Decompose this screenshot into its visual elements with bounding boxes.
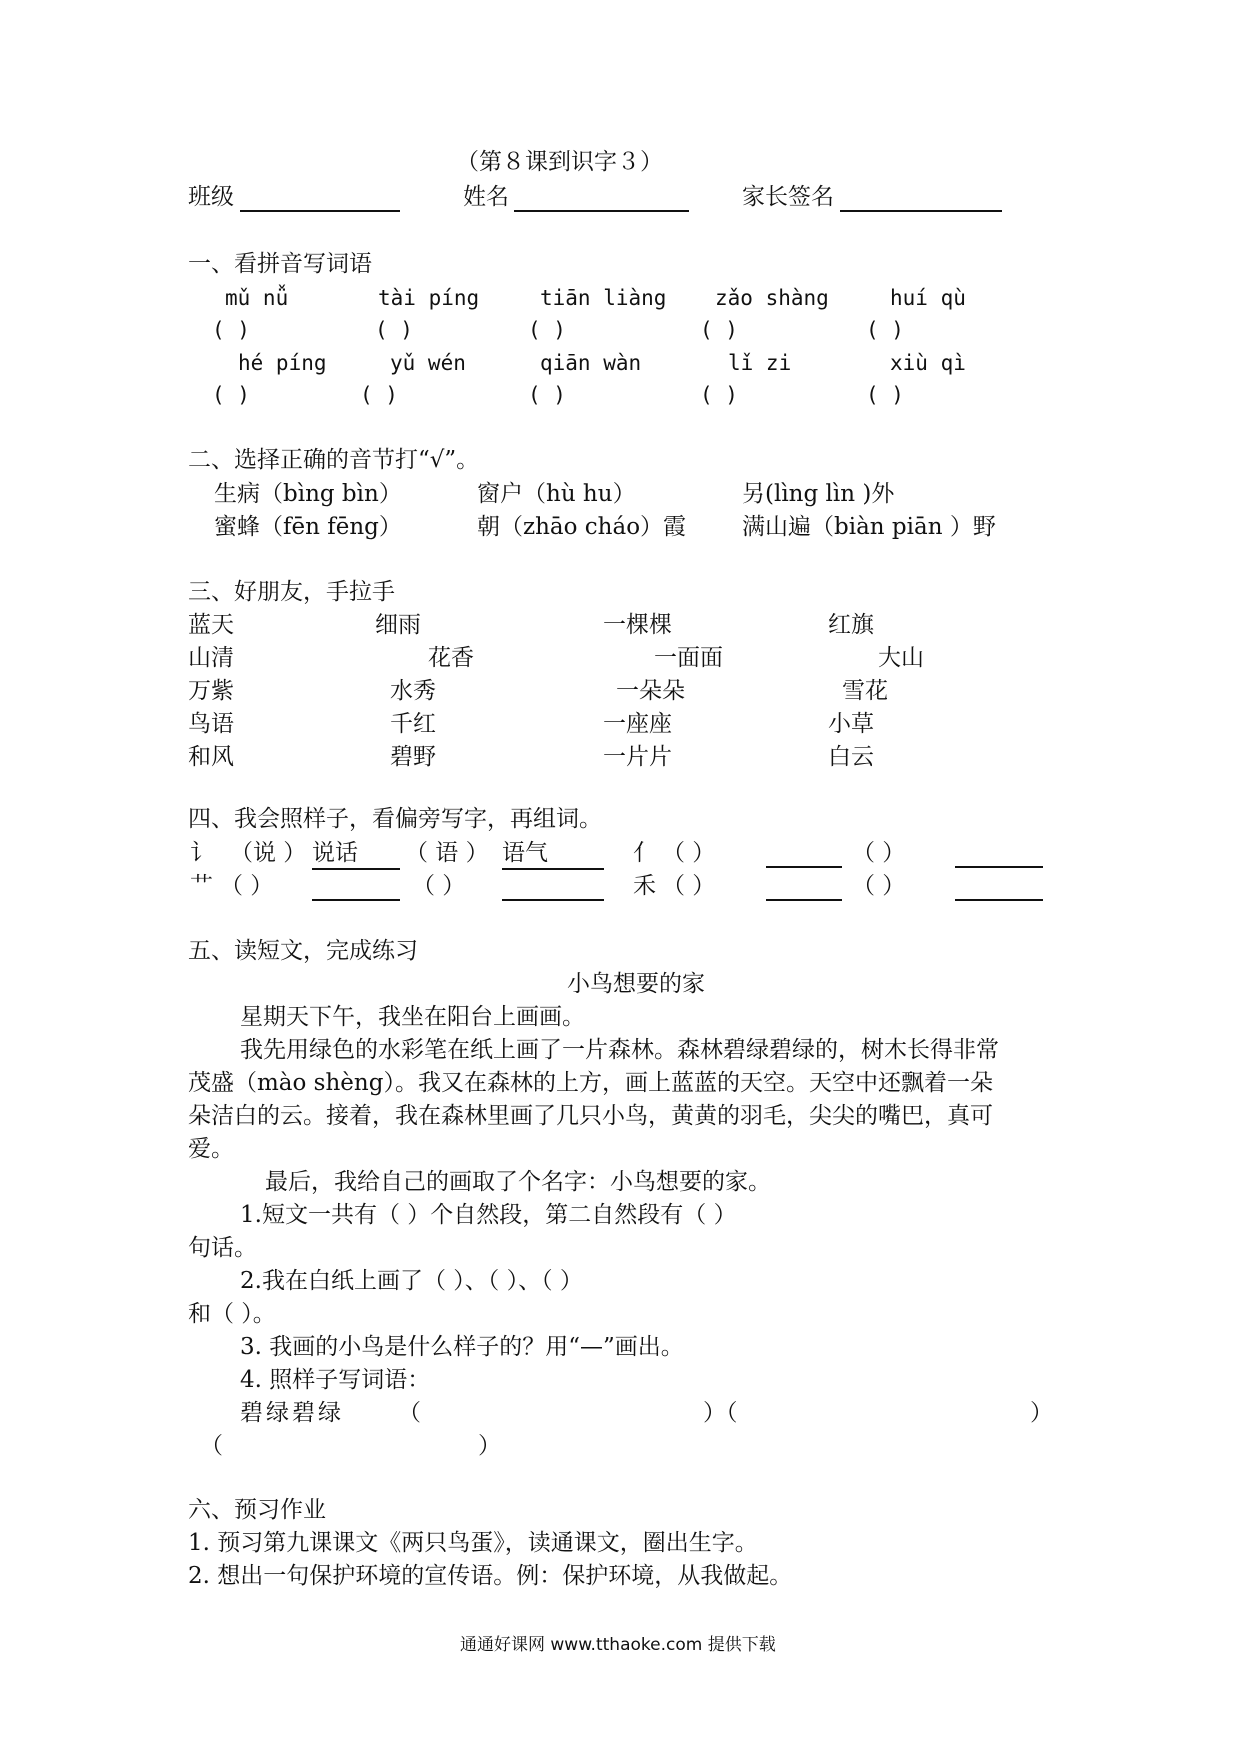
name-field[interactable] [514,210,689,212]
story-line: 我先用绿色的水彩笔在纸上画了一片森林。森林碧绿碧绿的，树木长得非常 [240,1037,999,1063]
word-blank[interactable] [766,866,842,868]
story-line: 茂盛（mào shèng）。我又在森林的上方，画上蓝蓝的天空。天空中还飘着一朵 [188,1070,993,1096]
char-paren[interactable]: （ ） [852,840,906,866]
question-1-cont: 句话。 [188,1235,257,1261]
match-word[interactable]: 一面面 [654,645,723,671]
pinyin-7: yǔ wén [390,351,466,375]
answer-paren-mid[interactable]: ）（ [703,1400,738,1426]
answer-paren-open[interactable]: （ [200,1433,223,1459]
radical: 艹 [190,873,213,899]
class-field[interactable] [240,210,400,212]
match-word[interactable]: 花香 [428,645,474,671]
section-6-title: 六、预习作业 [188,1497,326,1523]
answer-paren[interactable]: ( ) [212,383,250,407]
pinyin-10: xiù qì [890,351,966,375]
story-line: 星期天下午，我坐在阳台上画画。 [240,1004,585,1030]
answer-paren-open[interactable]: （ [398,1400,421,1426]
match-word[interactable]: 万紫 [188,678,234,704]
word-blank[interactable] [502,899,604,901]
name-label: 姓名 [463,184,509,210]
match-word[interactable]: 一片片 [603,744,672,770]
section-5-title: 五、读短文，完成练习 [188,938,418,964]
choice-item[interactable]: 朝（zhāo cháo）霞 [477,514,687,540]
radical: 禾 [633,873,656,899]
char-paren[interactable]: （ ） [662,840,716,866]
match-word[interactable]: 雪花 [842,678,888,704]
match-word[interactable]: 一朵朵 [616,678,685,704]
example-word: 说话 [312,842,400,870]
section-1-title: 一、看拼音写词语 [188,251,372,277]
footer-credit: 通通好课网 www.tthaoke.com 提供下载 [460,1635,776,1655]
story-title: 小鸟想要的家 [567,971,705,997]
section-4-title: 四、我会照样子，看偏旁写字，再组词。 [188,806,602,832]
char-paren[interactable]: （ ） [220,873,274,899]
answer-paren[interactable]: ( ) [866,383,904,407]
pinyin-4: zǎo shàng [715,286,829,310]
match-word[interactable]: 细雨 [375,612,421,638]
choice-item[interactable]: 生病（bìng bìn） [214,481,402,507]
answer-paren[interactable]: ( ) [360,383,398,407]
char-paren[interactable]: （ ） [412,873,466,899]
story-line: 最后，我给自己的画取了个名字：小鸟想要的家。 [265,1169,771,1195]
parent-signature-label: 家长签名 [742,184,834,210]
match-word[interactable]: 山清 [188,645,234,671]
pinyin-8: qiān wàn [540,351,642,375]
answer-paren[interactable]: ( ) [375,318,413,342]
pinyin-3: tiān liàng [540,286,667,310]
answer-paren[interactable]: ( ) [528,383,566,407]
match-word[interactable]: 一座座 [603,711,672,737]
story-line: 爱。 [188,1136,234,1162]
answer-paren[interactable]: ( ) [866,318,904,342]
match-word[interactable]: 水秀 [390,678,436,704]
char-paren: （说 ） [230,840,307,866]
homework-item: 2. 想出一句保护环境的宣传语。例：保护环境，从我做起。 [188,1563,793,1589]
question-1[interactable]: 1.短文一共有（ ）个自然段，第二自然段有（ ） [240,1202,737,1228]
match-word[interactable]: 蓝天 [188,612,234,638]
match-word[interactable]: 一棵棵 [603,612,672,638]
answer-paren-close[interactable]: ） [478,1433,501,1459]
char-paren: （ 语 ） [405,840,489,866]
choice-item[interactable]: 蜜蜂（fēn fēng） [214,514,402,540]
word-blank[interactable] [766,899,842,901]
question-3: 3. 我画的小鸟是什么样子的？用“—”画出。 [240,1334,684,1360]
example-word: 语气 [502,842,604,870]
homework-item: 1. 预习第九课课文《两只鸟蛋》，读通课文，圈出生字。 [188,1530,758,1556]
worksheet-subtitle: （第８课到识字３） [456,149,663,175]
match-word[interactable]: 千红 [390,711,436,737]
answer-paren-close[interactable]: ） [1030,1400,1053,1426]
choice-item[interactable]: 另(lìng lìn )外 [742,481,895,507]
match-word[interactable]: 鸟语 [188,711,234,737]
story-line: 朵洁白的云。接着，我在森林里画了几只小鸟，黄黄的羽毛，尖尖的嘴巴，真可 [188,1103,993,1129]
example-phrase: 碧绿碧绿 [240,1400,344,1426]
match-word[interactable]: 白云 [828,744,874,770]
char-paren[interactable]: （ ） [662,873,716,899]
match-word[interactable]: 红旗 [828,612,874,638]
radical: 亻 [633,840,656,866]
section-3-title: 三、好朋友，手拉手 [188,579,395,605]
answer-paren[interactable]: ( ) [528,318,566,342]
answer-paren[interactable]: ( ) [700,318,738,342]
section-2-title: 二、选择正确的音节打“√”。 [188,447,480,473]
pinyin-9: lǐ zi [728,351,792,375]
match-word[interactable]: 小草 [828,711,874,737]
pinyin-1: mǔ nǚ [225,286,289,310]
choice-item[interactable]: 满山遍（biàn piān ）野 [742,514,996,540]
match-word[interactable]: 和风 [188,744,234,770]
pinyin-6: hé píng [238,351,327,375]
pinyin-5: huí qù [890,286,966,310]
radical: 讠 [190,840,213,866]
parent-signature-field[interactable] [840,210,1002,212]
answer-paren[interactable]: ( ) [212,318,250,342]
match-word[interactable]: 碧野 [390,744,436,770]
answer-paren[interactable]: ( ) [700,383,738,407]
pinyin-2: tài píng [378,286,480,310]
question-2[interactable]: 2.我在白纸上画了（ ）、（ ）、（ ） [240,1268,583,1294]
choice-item[interactable]: 窗户（hù hu） [477,481,636,507]
word-blank[interactable] [955,899,1043,901]
question-2-cont[interactable]: 和（ ）。 [188,1301,276,1327]
word-blank[interactable] [312,899,400,901]
char-paren[interactable]: （ ） [852,873,906,899]
word-blank[interactable] [955,866,1043,868]
class-label: 班级 [188,184,234,210]
question-4: 4. 照样子写词语： [240,1367,431,1393]
match-word[interactable]: 大山 [878,645,924,671]
